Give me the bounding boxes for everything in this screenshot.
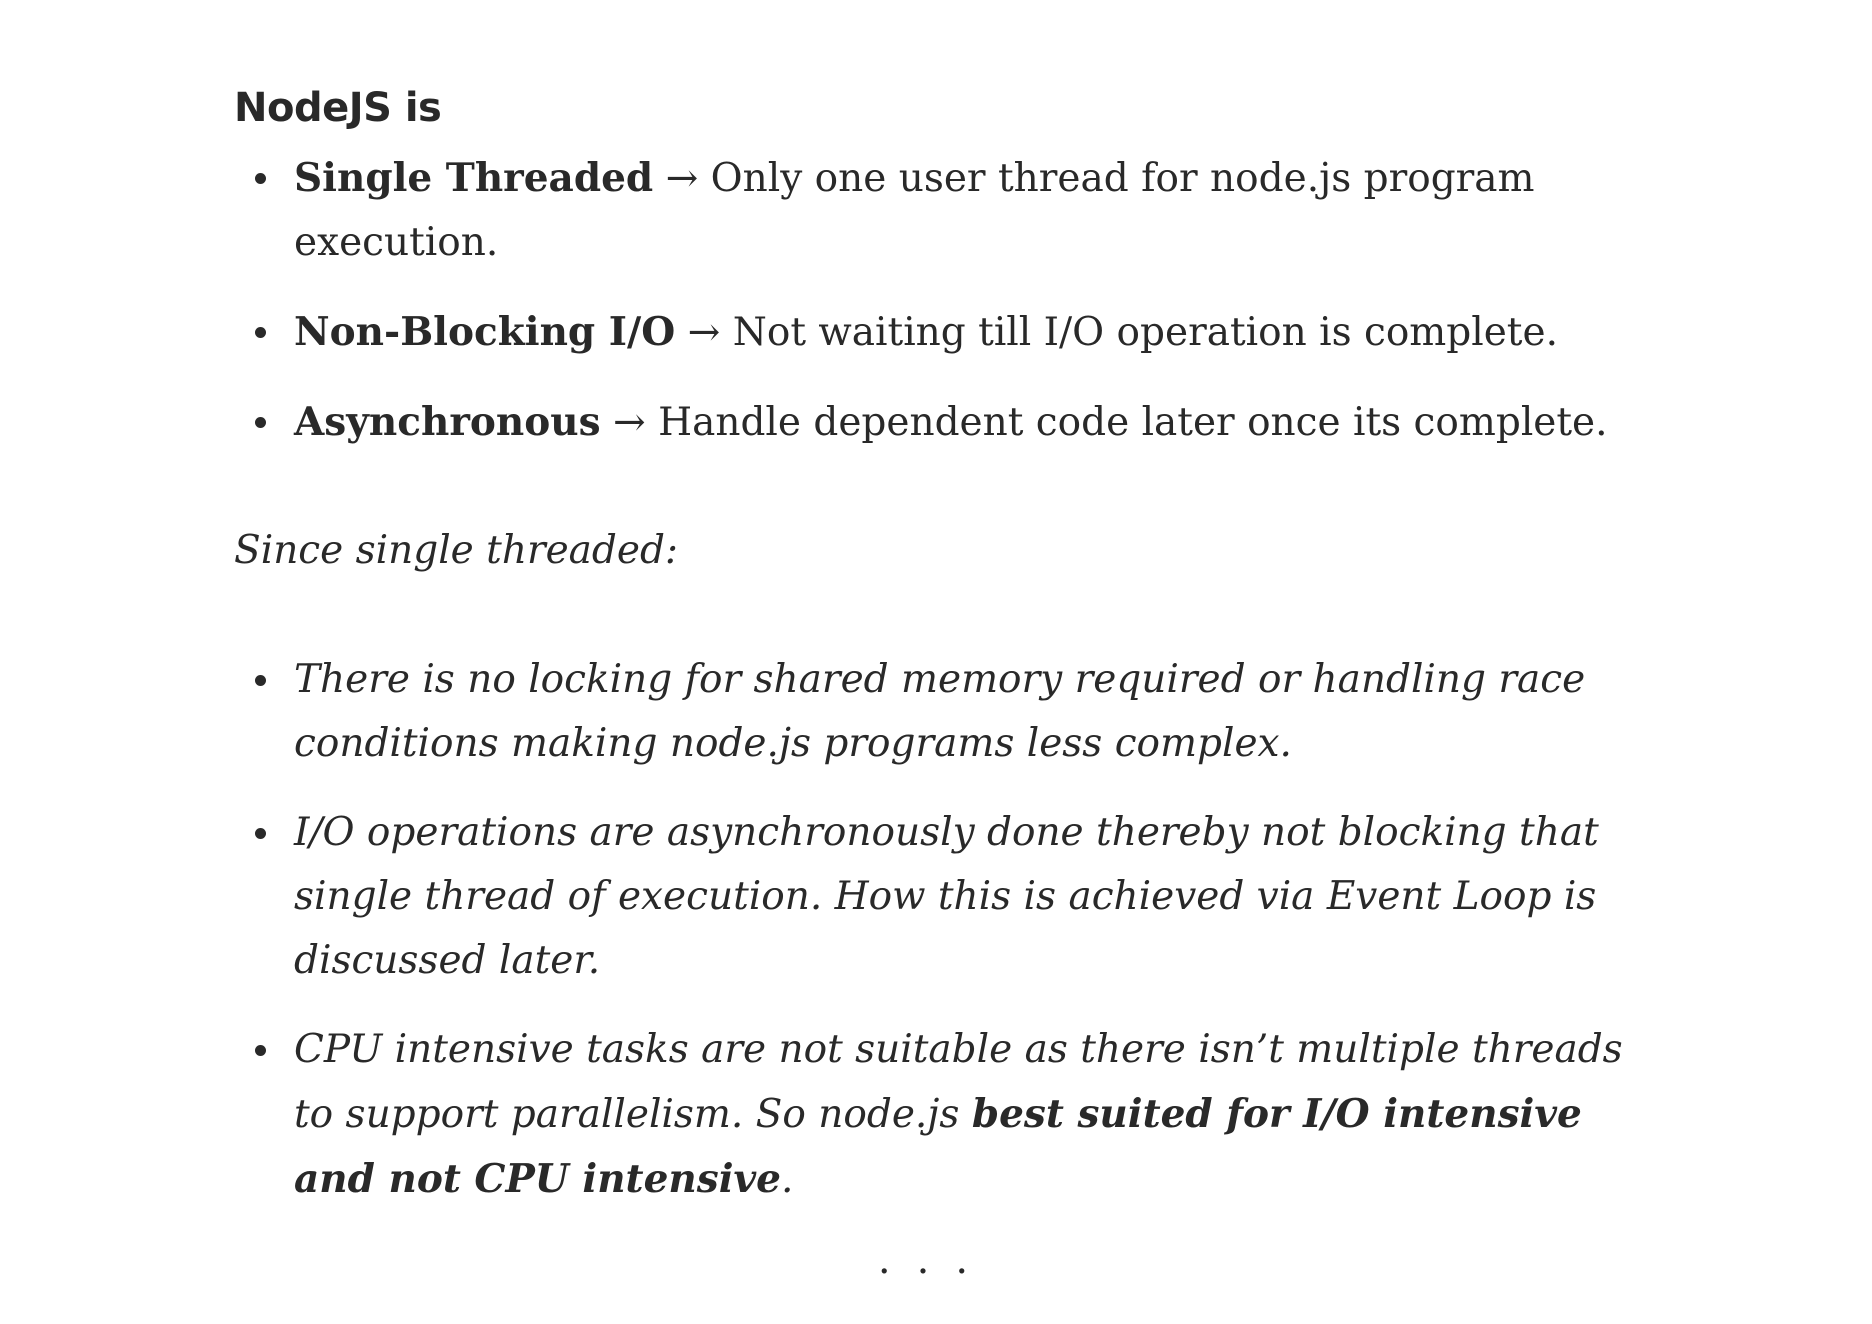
point-text: I/O operations are asynchronously done thereby not blocking that single thread of execution. How this is achieved via Event Loop is discussed later. (294, 810, 1599, 983)
bullet-icon (255, 828, 266, 839)
section-heading: NodeJS is (234, 85, 442, 131)
section-separator: ... (877, 1237, 995, 1283)
bullet-icon (255, 327, 266, 338)
arrow-icon: → (675, 310, 733, 355)
bullet-icon (255, 675, 266, 686)
feature-term: Asynchronous (294, 399, 601, 445)
article-body (234, 78, 1638, 1212)
list-item (234, 300, 1638, 365)
emphasis-text: best suited for I/O intensive and not CPU intensive (294, 1091, 1582, 1202)
bullet-icon (255, 417, 266, 428)
bullet-icon (255, 173, 266, 184)
list-item (234, 648, 1638, 776)
lede-paragraph: Since single threaded: (234, 528, 679, 573)
list-item (234, 390, 1638, 455)
feature-description: Only one user thread for node.js program execution. (294, 156, 1535, 265)
feature-list (234, 146, 1638, 455)
feature-description: Not waiting till I/O operation is complete. (732, 310, 1558, 355)
consequence-list (234, 648, 1638, 1212)
feature-description: Handle dependent code later once its complete. (658, 400, 1608, 445)
bullet-icon (255, 1045, 266, 1056)
point-tail: . (781, 1157, 794, 1202)
list-item (234, 801, 1638, 993)
list-item (234, 1018, 1638, 1212)
list-item (234, 146, 1638, 275)
point-text: CPU intensive tasks are not suitable as there isn’t multiple threads to support parallelism. So node.js (294, 1027, 1623, 1137)
feature-term: Non-Blocking I/O (294, 309, 676, 355)
arrow-icon: → (653, 156, 711, 201)
arrow-icon: → (600, 400, 659, 445)
feature-term: Single Threaded (294, 155, 654, 201)
point-text: There is no locking for shared memory required or handling race conditions making node.js programs less complex. (294, 657, 1586, 766)
